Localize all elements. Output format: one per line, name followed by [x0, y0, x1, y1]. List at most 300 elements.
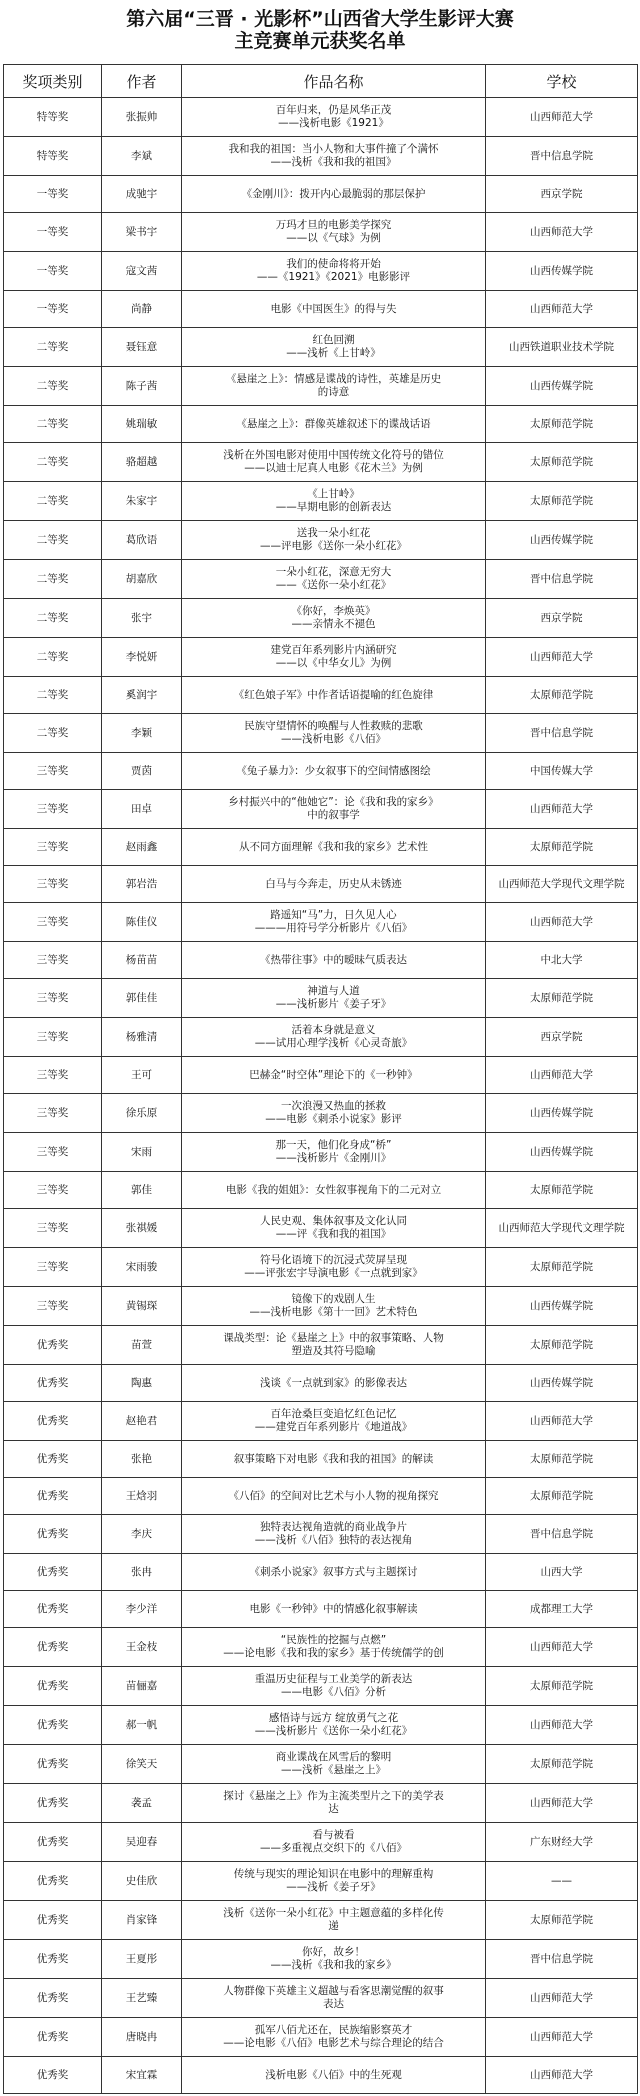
work-title-cell [182, 252, 486, 291]
award-cell: 二等奖 [4, 367, 102, 406]
award-cell: 三等奖 [4, 903, 102, 942]
work-title-line: 从不同方面理解《我和我的家乡》艺术性 [239, 840, 428, 853]
author-cell: 史佳欣 [102, 1862, 182, 1901]
award-cell: 三等奖 [4, 829, 102, 866]
work-title-cell [182, 1018, 486, 1057]
work-title-line: ——浅析影片《送你一朵小红花》 [254, 1725, 413, 1737]
table-row [4, 903, 638, 942]
author-cell: 梁书宇 [102, 213, 182, 252]
work-title-cell [182, 291, 486, 328]
work-title-line: 《红色娘子军》中作者话语提喻的红色旋律 [233, 688, 434, 701]
work-title-line: 商业谍战在风雪后的黎明 [275, 1751, 392, 1763]
author-cell: 王金枝 [102, 1628, 182, 1667]
table-row [4, 1901, 638, 1940]
school-cell: 山西师范大学现代文理学院 [486, 1209, 638, 1248]
author-cell: 王焓羽 [102, 1478, 182, 1515]
author-cell: 尚静 [102, 291, 182, 328]
school-cell: 山西传媒学院 [486, 1133, 638, 1172]
author-cell: 李少洋 [102, 1591, 182, 1628]
work-title-cell [182, 2018, 486, 2057]
author-cell: 袭孟 [102, 1784, 182, 1823]
table-row [4, 443, 638, 482]
work-title-cell [182, 903, 486, 942]
school-cell: 西京学院 [486, 1018, 638, 1057]
award-cell: 三等奖 [4, 979, 102, 1018]
school-cell: 太原师范学院 [486, 1478, 638, 1515]
award-cell: 三等奖 [4, 1172, 102, 1209]
work-title-cell [182, 753, 486, 790]
school-cell: 中北大学 [486, 942, 638, 979]
work-title-line: 塑造及其符号隐喻 [291, 1345, 376, 1357]
author-cell: 聂钰意 [102, 328, 182, 367]
author-cell: 黄锡琛 [102, 1287, 182, 1326]
school-cell: 太原师范学院 [486, 1745, 638, 1784]
work-title-line: 符号化语境下的沉浸式荧屏呈现 [260, 1254, 407, 1266]
table-row [4, 1209, 638, 1248]
table-row [4, 1862, 638, 1901]
table-row [4, 1628, 638, 1667]
award-cell: 一等奖 [4, 176, 102, 213]
award-cell: 优秀奖 [4, 1979, 102, 2018]
work-title-line: 的诗意 [317, 386, 350, 398]
work-title-cell [182, 482, 486, 521]
work-title-cell [182, 1515, 486, 1554]
school-cell: 太原师范学院 [486, 1326, 638, 1365]
table-row [4, 753, 638, 790]
school-cell: 山西师范大学 [486, 291, 638, 328]
award-cell: 优秀奖 [4, 1862, 102, 1901]
title-line-1: 第六届“三晋 · 光影杯”山西省大学生影评大赛 [126, 8, 514, 30]
award-cell: 三等奖 [4, 1287, 102, 1326]
work-title-line: 电影《中国医生》的得与失 [270, 302, 397, 315]
school-cell: 太原师范学院 [486, 443, 638, 482]
award-cell: 优秀奖 [4, 1745, 102, 1784]
award-cell: 三等奖 [4, 790, 102, 829]
work-title-cell [182, 1823, 486, 1862]
award-cell: 一等奖 [4, 213, 102, 252]
award-cell: 二等奖 [4, 482, 102, 521]
work-title-line: 《上甘岭》 [307, 488, 360, 500]
award-cell: 二等奖 [4, 328, 102, 367]
work-title-line: 一朵小红花，深意无穷大 [275, 566, 392, 578]
work-title-cell [182, 176, 486, 213]
school-cell: 山西师范大学 [486, 1402, 638, 1441]
school-cell: 晋中信息学院 [486, 1515, 638, 1554]
author-cell: 寇文茜 [102, 252, 182, 291]
school-cell: 山西师范大学 [486, 1706, 638, 1745]
author-cell: 李悦妍 [102, 638, 182, 677]
author-cell: 肖家锋 [102, 1901, 182, 1940]
work-title-line: ——浅析《我和我的家乡》 [270, 1959, 397, 1971]
table-row [4, 2018, 638, 2057]
author-cell: 骆超越 [102, 443, 182, 482]
work-title-cell [182, 1784, 486, 1823]
header-work: 作品名称 [182, 65, 486, 98]
work-title-line: 探讨《悬崖之上》作为主流类型片之下的美学表 [223, 1790, 444, 1802]
work-title-line: ——浅析电影《八佰》 [281, 733, 386, 745]
work-title-cell [182, 1901, 486, 1940]
work-title-line: ——以《中华女儿》为例 [275, 657, 392, 669]
work-title-cell [182, 328, 486, 367]
work-title-line: 浅析电影《八佰》中的生死观 [265, 2068, 402, 2081]
work-title-line: 百年沧桑巨变追忆红色记忆 [270, 1408, 397, 1420]
table-row [4, 1326, 638, 1365]
school-cell: 晋中信息学院 [486, 137, 638, 176]
school-cell: 山西师范大学 [486, 1057, 638, 1094]
table-row [4, 1940, 638, 1979]
award-cell: 优秀奖 [4, 1554, 102, 1591]
author-cell: 王可 [102, 1057, 182, 1094]
award-cell: 优秀奖 [4, 1940, 102, 1979]
school-cell: 太原师范学院 [486, 1441, 638, 1478]
author-cell: 赵雨鑫 [102, 829, 182, 866]
work-title-cell [182, 1862, 486, 1901]
work-title-cell [182, 406, 486, 443]
table-row [4, 638, 638, 677]
table-row [4, 1591, 638, 1628]
work-title-line: 《热带往事》中的暧昧气质表达 [260, 953, 407, 966]
table-row [4, 1133, 638, 1172]
school-cell: 山西传媒学院 [486, 252, 638, 291]
table-row [4, 1094, 638, 1133]
author-cell: 郭佳佳 [102, 979, 182, 1018]
award-cell: 优秀奖 [4, 2057, 102, 2094]
table-row [4, 98, 638, 137]
work-title-line: 电影《一秒钟》中的情感化叙事解读 [249, 1602, 418, 1615]
school-cell: 山西传媒学院 [486, 1365, 638, 1402]
table-row [4, 677, 638, 714]
work-title-line: 中的叙事学 [307, 809, 360, 821]
table-row [4, 599, 638, 638]
table-header-row [4, 65, 638, 98]
author-cell: 李庆 [102, 1515, 182, 1554]
author-cell: 陶惠 [102, 1365, 182, 1402]
work-title-line: 人物群像下英雄主义超越与看客思潮觉醒的叙事 [223, 1985, 444, 1997]
author-cell: 王艺臻 [102, 1979, 182, 2018]
school-cell: 山西传媒学院 [486, 521, 638, 560]
work-title-line: ——评《我和我的祖国》 [275, 1228, 392, 1240]
table-row [4, 714, 638, 753]
work-title-line: 万玛才旦的电影美学探究 [275, 219, 392, 231]
author-cell: 唐晓冉 [102, 2018, 182, 2057]
award-cell: 二等奖 [4, 714, 102, 753]
work-title-line: 课战类型：论《悬崖之上》中的叙事策略、人物 [223, 1332, 444, 1344]
work-title-line: ——早期电影的创新表达 [275, 501, 392, 513]
school-cell: 晋中信息学院 [486, 714, 638, 753]
author-cell: 张艳 [102, 1441, 182, 1478]
award-cell: 特等奖 [4, 98, 102, 137]
table-row [4, 1287, 638, 1326]
author-cell: 李斌 [102, 137, 182, 176]
work-title-line: ——浅析《八佰》独特的表达视角 [254, 1534, 413, 1546]
author-cell: 奚润宇 [102, 677, 182, 714]
school-cell: 太原师范学院 [486, 979, 638, 1018]
work-title-line: 白马与今奔走，历史从未锈迹 [265, 877, 402, 890]
work-title-line: 红色回溯 [312, 334, 355, 346]
author-cell: 胡嘉欣 [102, 560, 182, 599]
work-title-line: “民族性的挖掘与点燃” [280, 1634, 387, 1646]
school-cell: 西京学院 [486, 599, 638, 638]
award-cell: 优秀奖 [4, 1478, 102, 1515]
work-title-line: 人民史观、集体叙事及文化认同 [260, 1215, 407, 1227]
work-title-line: ——评张宏宇导演电影《一点就到家》 [244, 1267, 423, 1279]
header-school: 学校 [486, 65, 638, 98]
work-title-cell [182, 942, 486, 979]
work-title-line: 感悟诗与远方 绽放勇气之花 [268, 1712, 399, 1724]
table-row [4, 176, 638, 213]
work-title-line: 那一天，他们化身成“桥” [275, 1139, 392, 1151]
work-title-line: 送我一朵小红花 [296, 527, 371, 539]
work-title-line: 《悬崖之上》：情感是谍战的诗性，英雄是历史 [225, 373, 442, 385]
table-row [4, 1478, 638, 1515]
author-cell: 杨苗苗 [102, 942, 182, 979]
work-title-line: ——浅析电影《第十一回》艺术特色 [249, 1306, 418, 1318]
award-cell: 三等奖 [4, 1018, 102, 1057]
award-cell: 三等奖 [4, 1248, 102, 1287]
work-title-cell [182, 599, 486, 638]
work-title-line: 《金刚川》：拨开内心最脆弱的那层保护 [241, 187, 426, 200]
author-cell: 王夏彤 [102, 1940, 182, 1979]
school-cell: 中国传媒大学 [486, 753, 638, 790]
work-title-line: 一次浪漫又热血的拯救 [281, 1100, 386, 1112]
author-cell: 徐笑天 [102, 1745, 182, 1784]
table-row [4, 1667, 638, 1706]
author-cell: 宋雨 [102, 1133, 182, 1172]
award-cell: 三等奖 [4, 1094, 102, 1133]
table-row [4, 521, 638, 560]
work-title-line: 《刺杀小说家》叙事方式与主题探讨 [249, 1565, 418, 1578]
school-cell: 山西传媒学院 [486, 1287, 638, 1326]
work-title-line: 我和我的祖国：当小人物和大事件撞了个满怀 [228, 143, 439, 155]
award-cell: 三等奖 [4, 753, 102, 790]
school-cell: 山西传媒学院 [486, 1094, 638, 1133]
award-cell: 优秀奖 [4, 1515, 102, 1554]
work-title-line: ——浅析影片《金刚川》 [275, 1152, 392, 1164]
school-cell: 山西铁道职业技术学院 [486, 328, 638, 367]
table-row [4, 213, 638, 252]
table-row [4, 1554, 638, 1591]
table-row [4, 979, 638, 1018]
work-title-line: 独特表达视角造就的商业战争片 [260, 1521, 407, 1533]
table-row [4, 1784, 638, 1823]
school-cell: 山西师范大学 [486, 2057, 638, 2094]
school-cell: 广东财经大学 [486, 1823, 638, 1862]
work-title-line: 《你好，李焕英》 [291, 605, 376, 617]
table-row [4, 1441, 638, 1478]
work-title-cell [182, 1745, 486, 1784]
work-title-cell [182, 213, 486, 252]
work-title-line: 浅谈《一点就到家》的影像表达 [260, 1376, 407, 1389]
award-cell: 三等奖 [4, 942, 102, 979]
author-cell: 李颖 [102, 714, 182, 753]
table-row [4, 482, 638, 521]
award-cell: 优秀奖 [4, 1667, 102, 1706]
work-title-line: 《八佰》的空间对比艺术与小人物的视角探究 [228, 1489, 439, 1502]
author-cell: 郭岩浩 [102, 866, 182, 903]
page-title [0, 0, 640, 64]
work-title-cell [182, 1209, 486, 1248]
author-cell: 姚瑞敏 [102, 406, 182, 443]
school-cell: 晋中信息学院 [486, 560, 638, 599]
work-title-cell [182, 2057, 486, 2094]
award-cell: 二等奖 [4, 599, 102, 638]
award-table [3, 64, 638, 2094]
award-cell: 优秀奖 [4, 1901, 102, 1940]
award-cell: 优秀奖 [4, 1784, 102, 1823]
author-cell: 张宇 [102, 599, 182, 638]
table-row [4, 790, 638, 829]
work-title-cell [182, 98, 486, 137]
school-cell: 晋中信息学院 [486, 1940, 638, 1979]
work-title-line: 巴赫金“时空体”理论下的《一秒钟》 [249, 1068, 418, 1081]
school-cell: 山西师范大学 [486, 98, 638, 137]
work-title-cell [182, 1478, 486, 1515]
work-title-line: ——论电影《八佰》电影艺术与综合理论的结合 [223, 2037, 444, 2049]
award-cell: 优秀奖 [4, 1441, 102, 1478]
work-title-cell [182, 443, 486, 482]
school-cell: 太原师范学院 [486, 1667, 638, 1706]
table-row [4, 1365, 638, 1402]
author-cell: 葛欣语 [102, 521, 182, 560]
table-row [4, 406, 638, 443]
work-title-line: 民族守望情怀的唤醒与人性救赎的悲歌 [244, 720, 423, 732]
school-cell: 西京学院 [486, 176, 638, 213]
work-title-cell [182, 1287, 486, 1326]
author-cell: 苗俪嘉 [102, 1667, 182, 1706]
table-row [4, 1172, 638, 1209]
header-award: 奖项类别 [4, 65, 102, 98]
author-cell: 张祺媛 [102, 1209, 182, 1248]
author-cell: 郭佳 [102, 1172, 182, 1209]
work-title-cell [182, 1554, 486, 1591]
school-cell: 山西师范大学 [486, 213, 638, 252]
work-title-cell [182, 790, 486, 829]
title-line-2: 主竞赛单元获奖名单 [234, 30, 406, 52]
school-cell: 太原师范学院 [486, 1901, 638, 1940]
work-title-cell [182, 1706, 486, 1745]
work-title-line: 我们的使命将将开始 [286, 258, 381, 270]
work-title-line: 路遥知“马”力，日久见人心 [270, 909, 397, 921]
school-cell: 山西师范大学 [486, 2018, 638, 2057]
award-cell: 三等奖 [4, 1133, 102, 1172]
work-title-line: ——试用心理学浅析《心灵奇旅》 [254, 1037, 413, 1049]
table-row [4, 137, 638, 176]
work-title-line: 达 [328, 1803, 339, 1815]
award-cell: 优秀奖 [4, 1402, 102, 1441]
table-row [4, 1745, 638, 1784]
work-title-cell [182, 1365, 486, 1402]
school-cell: 山西师范大学 [486, 790, 638, 829]
table-row [4, 1823, 638, 1862]
work-title-line: 百年归来，仍是风华正茂 [275, 104, 392, 116]
award-cell: 二等奖 [4, 406, 102, 443]
school-cell: 太原师范学院 [486, 406, 638, 443]
work-title-line: ——《送你一朵小红花》 [275, 579, 392, 591]
work-title-line: 活着本身就是意义 [291, 1024, 376, 1036]
work-title-line: ——多重视点交织下的《八佰》 [260, 1842, 407, 1854]
work-title-line: 浅析在外国电影对使用中国传统文化符号的错位 [223, 449, 444, 461]
author-cell: 贾茵 [102, 753, 182, 790]
award-cell: 三等奖 [4, 1209, 102, 1248]
work-title-cell [182, 979, 486, 1018]
work-title-line: 递 [328, 1920, 339, 1932]
school-cell: 山西大学 [486, 1554, 638, 1591]
author-cell: 徐乐原 [102, 1094, 182, 1133]
work-title-line: ——《1921》《2021》电影影评 [256, 271, 411, 283]
table-row [4, 1706, 638, 1745]
author-cell: 张冉 [102, 1554, 182, 1591]
award-cell: 二等奖 [4, 521, 102, 560]
award-cell: 三等奖 [4, 1057, 102, 1094]
school-cell: 太原师范学院 [486, 482, 638, 521]
table-row [4, 367, 638, 406]
work-title-cell [182, 1326, 486, 1365]
school-cell: 山西传媒学院 [486, 367, 638, 406]
work-title-cell [182, 866, 486, 903]
author-cell: 田卓 [102, 790, 182, 829]
work-title-cell [182, 1248, 486, 1287]
school-cell: 山西师范大学现代文理学院 [486, 866, 638, 903]
work-title-line: ——论电影《我和我的家乡》基于传统儒学的创 [223, 1647, 444, 1659]
table-row [4, 560, 638, 599]
work-title-line: 看与被看 [312, 1829, 355, 1841]
school-cell: 太原师范学院 [486, 1172, 638, 1209]
work-title-cell [182, 1172, 486, 1209]
work-title-line: ——浅析电影《1921》 [278, 117, 389, 129]
work-title-line: 《兔子暴力》：少女叙事下的空间情感图绘 [236, 764, 431, 777]
work-title-cell [182, 829, 486, 866]
award-cell: 优秀奖 [4, 1628, 102, 1667]
author-cell: 宋宜霖 [102, 2057, 182, 2094]
table-row [4, 1018, 638, 1057]
award-cell: 二等奖 [4, 638, 102, 677]
author-cell: 苗萱 [102, 1326, 182, 1365]
school-cell: 山西师范大学 [486, 1784, 638, 1823]
work-title-cell [182, 677, 486, 714]
school-cell: 太原师范学院 [486, 677, 638, 714]
award-cell: 优秀奖 [4, 2018, 102, 2057]
school-cell: 山西师范大学 [486, 1979, 638, 2018]
work-title-cell [182, 1057, 486, 1094]
work-title-cell [182, 638, 486, 677]
school-cell: 太原师范学院 [486, 1248, 638, 1287]
table-body [4, 98, 638, 2094]
work-title-line: ——浅析《上甘岭》 [286, 347, 381, 359]
work-title-line: ——以迪士尼真人电影《花木兰》为例 [244, 462, 423, 474]
work-title-line: 镜像下的戏剧人生 [291, 1293, 376, 1305]
author-cell: 宋雨骏 [102, 1248, 182, 1287]
work-title-cell [182, 714, 486, 753]
work-title-line: ——建党百年系列影片《地道战》 [254, 1421, 413, 1433]
award-cell: 优秀奖 [4, 1365, 102, 1402]
work-title-line: 建党百年系列影片内涵研究 [270, 644, 397, 656]
author-cell: 陈佳仪 [102, 903, 182, 942]
work-title-cell [182, 1133, 486, 1172]
table-row [4, 866, 638, 903]
work-title-line: 浅析《送你一朵小红花》中主题意蕴的多样化传 [223, 1907, 444, 1919]
work-title-line: 《悬崖之上》：群像英雄叙述下的谍战话语 [236, 417, 431, 430]
work-title-line: 表达 [323, 1998, 344, 2010]
school-cell: —— [486, 1862, 638, 1901]
table-row [4, 1057, 638, 1094]
award-cell: 优秀奖 [4, 1823, 102, 1862]
work-title-line: ——评电影《送你一朵小红花》 [260, 540, 407, 552]
work-title-cell [182, 1979, 486, 2018]
award-cell: 优秀奖 [4, 1591, 102, 1628]
school-cell: 山西师范大学 [486, 1628, 638, 1667]
work-title-cell [182, 1940, 486, 1979]
award-cell: 特等奖 [4, 137, 102, 176]
